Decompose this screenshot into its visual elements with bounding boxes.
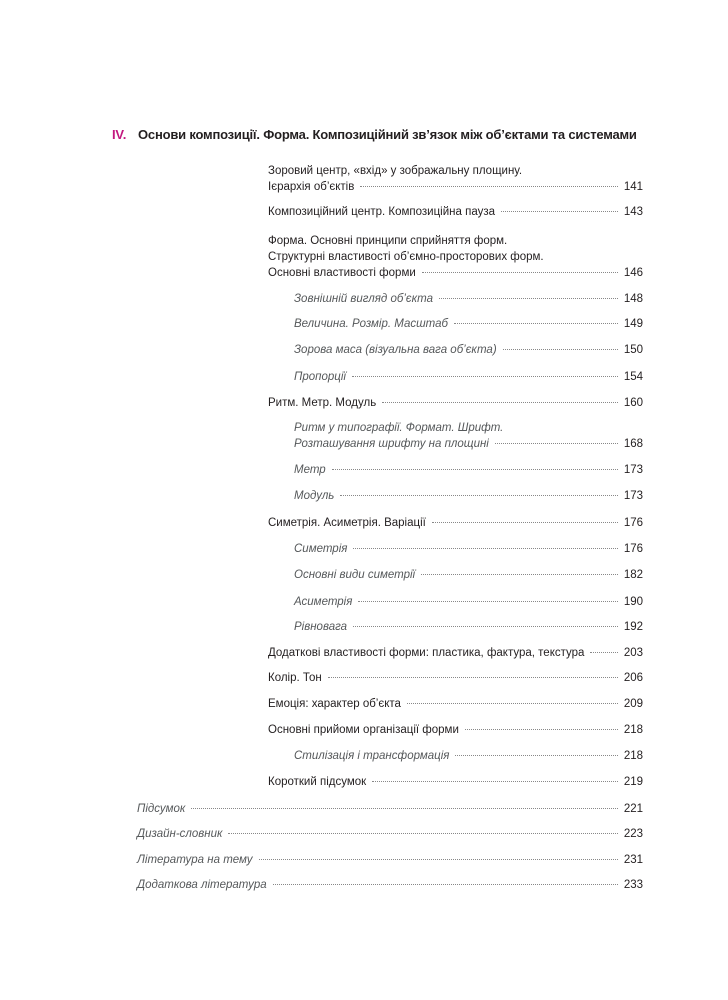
toc-page-number: 168 — [623, 438, 643, 450]
toc-page-number: 231 — [623, 854, 643, 866]
toc-entry-row — [294, 748, 643, 764]
toc-entry-title: Короткий підсумок — [268, 776, 367, 788]
dot-leader — [503, 349, 618, 350]
toc-page-number: 141 — [623, 181, 643, 193]
toc-entry-row — [268, 179, 643, 195]
toc-entry-title: Метр — [294, 464, 326, 476]
toc-entry — [294, 342, 643, 358]
toc-entry — [137, 852, 643, 868]
toc-page-number: 173 — [623, 464, 643, 476]
toc-entry-title: Колір. Тон — [268, 672, 322, 684]
dot-leader — [340, 495, 617, 496]
toc-page-number: 154 — [623, 371, 643, 383]
dot-leader — [372, 781, 618, 782]
toc-entry — [268, 395, 643, 411]
toc-entry-row — [137, 801, 643, 817]
toc-entry-title: Рівновага — [294, 621, 348, 633]
toc-page-number: 143 — [623, 206, 643, 218]
dot-leader — [353, 626, 618, 627]
dot-leader — [454, 323, 618, 324]
dot-leader — [590, 652, 617, 653]
dot-leader — [358, 601, 617, 602]
toc-entry — [294, 291, 643, 307]
toc-entry — [137, 801, 643, 817]
toc-page-number: 219 — [623, 776, 643, 788]
dot-leader — [228, 833, 617, 834]
toc-page-number: 233 — [623, 879, 643, 891]
toc-entry-title: Основні властивості форми — [268, 267, 416, 279]
dot-leader — [332, 469, 618, 470]
toc-entry-title-line: Форма. Основні принципи сприйняття форм. — [268, 235, 508, 247]
toc-entry — [268, 204, 643, 220]
toc-entry-row — [268, 774, 643, 790]
toc-entry — [137, 826, 643, 842]
toc-page-number: 176 — [623, 517, 643, 529]
toc-entry — [137, 877, 643, 893]
toc-entry-title: Додаткова література — [137, 879, 267, 891]
toc-entry — [294, 316, 643, 332]
toc-entry-row — [294, 567, 643, 583]
dot-leader — [455, 755, 617, 756]
toc-entry-row — [268, 515, 643, 531]
toc-page-number: 146 — [623, 267, 643, 279]
toc-entry-title: Основні види симетрії — [294, 569, 416, 581]
toc-page-number: 160 — [623, 397, 643, 409]
dot-leader — [501, 211, 618, 212]
toc-entry-row — [294, 316, 643, 332]
toc-entry-title-line: Структурні властивості об’ємно-просторових форм. — [268, 251, 544, 263]
toc-entry-title: Підсумок — [137, 803, 186, 815]
toc-entry-title: Зовнішній вигляд об’єкта — [294, 293, 434, 305]
toc-page-number: 182 — [623, 569, 643, 581]
toc-entry — [268, 774, 643, 790]
toc-entry-title-line: Зоровий центр, «вхід» у зображальну площину. — [268, 165, 523, 177]
toc-entry-row — [268, 696, 643, 712]
dot-leader — [422, 272, 618, 273]
toc-entry — [268, 163, 643, 195]
toc-entry-title: Зорова маса (візуальна вага об’єкта) — [294, 344, 497, 356]
dot-leader — [328, 677, 618, 678]
dot-leader — [360, 186, 617, 187]
toc-entry-title: Ієрархія об’єктів — [268, 181, 355, 193]
dot-leader — [259, 859, 618, 860]
toc-entry — [294, 462, 643, 478]
toc-page-number: 206 — [623, 672, 643, 684]
toc-entry-title: Модуль — [294, 490, 335, 502]
toc-entry-title: Пропорції — [294, 371, 346, 383]
toc-entry-title: Розташування шрифту на площині — [294, 438, 489, 450]
dot-leader — [407, 703, 618, 704]
toc-entry-title: Асиметрія — [294, 596, 353, 608]
toc-entry — [294, 541, 643, 557]
toc-entry — [268, 233, 643, 281]
toc-entry-row — [268, 670, 643, 686]
toc-entry-row — [294, 619, 643, 635]
toc-entry-title: Література на тему — [137, 854, 253, 866]
chapter-heading — [112, 127, 642, 142]
toc-page-number: 176 — [623, 543, 643, 555]
toc-entry-row — [137, 852, 643, 868]
dot-leader — [382, 402, 618, 403]
toc-entry-title: Додаткові властивості форми: пластика, фактура, текстура — [268, 647, 585, 659]
toc-page-number: 149 — [623, 318, 643, 330]
toc-entry-title: Ритм. Метр. Модуль — [268, 397, 377, 409]
toc-page-number: 218 — [623, 724, 643, 736]
chapter-number: IV. — [112, 127, 127, 142]
toc-entry — [268, 670, 643, 686]
toc-entry — [294, 488, 643, 504]
toc-entry-row — [294, 436, 643, 452]
toc-entry-row — [268, 265, 643, 281]
toc-page-number: 221 — [623, 803, 643, 815]
toc-page-number: 218 — [623, 750, 643, 762]
toc-page-number: 192 — [623, 621, 643, 633]
toc-entry — [268, 722, 643, 738]
toc-page-number: 203 — [623, 647, 643, 659]
toc-entry — [268, 645, 643, 661]
toc-entry-title: Симетрія — [294, 543, 348, 555]
toc-entry-row — [294, 291, 643, 307]
dot-leader — [352, 376, 618, 377]
toc-entry — [268, 696, 643, 712]
dot-leader — [421, 574, 618, 575]
toc-entry-row — [268, 722, 643, 738]
dot-leader — [273, 884, 618, 885]
toc-entry-row — [294, 488, 643, 504]
toc-entry-row — [268, 645, 643, 661]
chapter-title: Основи композиції. Форма. Композиційний зв’язок між об’єктами та системами — [138, 127, 637, 142]
toc-entry — [294, 748, 643, 764]
toc-entry-title: Композиційний центр. Композиційна пауза — [268, 206, 496, 218]
toc-entry — [294, 567, 643, 583]
toc-page-number: 173 — [623, 490, 643, 502]
dot-leader — [465, 729, 618, 730]
toc-page-number: 209 — [623, 698, 643, 710]
toc-entry — [268, 515, 643, 531]
dot-leader — [353, 548, 617, 549]
dot-leader — [495, 443, 618, 444]
toc-entry-row — [137, 877, 643, 893]
toc-entry — [294, 594, 643, 610]
toc-page-number: 223 — [623, 828, 643, 840]
toc-entry-title: Основні прийоми організації форми — [268, 724, 459, 736]
toc-entry — [294, 369, 643, 385]
toc-entry-row — [294, 342, 643, 358]
toc-entry-row — [268, 204, 643, 220]
toc-entry-row — [294, 462, 643, 478]
toc-page-number: 190 — [623, 596, 643, 608]
toc-entry — [294, 619, 643, 635]
toc-entry-row — [137, 826, 643, 842]
toc-entry-title: Симетрія. Асиметрія. Варіації — [268, 517, 426, 529]
toc-entry-row — [268, 395, 643, 411]
dot-leader — [432, 522, 618, 523]
toc-entry-row — [294, 369, 643, 385]
toc-entry-title-line: Ритм у типографії. Формат. Шрифт. — [294, 422, 504, 434]
toc-page-number: 148 — [623, 293, 643, 305]
toc-page-number: 150 — [623, 344, 643, 356]
toc-entry-row — [294, 594, 643, 610]
toc-entry-title: Величина. Розмір. Масштаб — [294, 318, 448, 330]
toc-entry-title: Емоція: характер об’єкта — [268, 698, 401, 710]
dot-leader — [191, 808, 617, 809]
dot-leader — [439, 298, 618, 299]
toc-entry — [294, 420, 643, 452]
toc-entry-row — [294, 541, 643, 557]
toc-entry-title: Стилізація і трансформація — [294, 750, 450, 762]
toc-entry-title: Дизайн-словник — [137, 828, 223, 840]
